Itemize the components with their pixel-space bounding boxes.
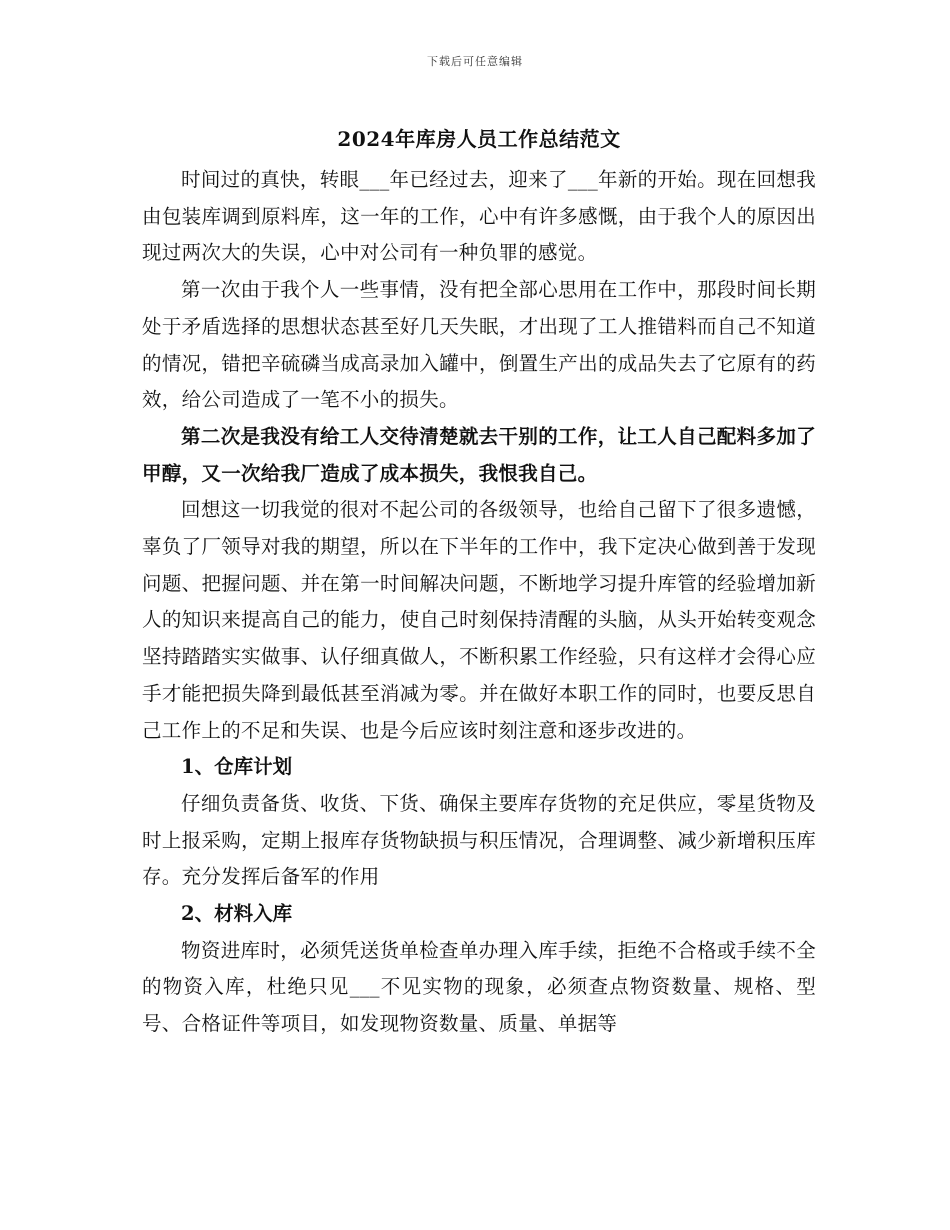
paragraph-first-mistake: 第一次由于我个人一些事情，没有把全部心思用在工作中，那段时间长期处于矛盾选择的思想状态甚至好几天失眠，才出现了工人推错料而自己不知道的情况，错把辛硫磷当成高录加入罐中，倒置生产出的成品失去了它原有的药效，给公司造成了一笔不小的损失。	[142, 278, 816, 412]
section-text-warehouse-plan: 仔细负责备货、收货、下货、确保主要库存货物的充足供应，零星货物及时上报采购，定期上报库存货物缺损与积压情况，合理调整、减少新增积压库存。充分发挥后备军的作用	[142, 791, 816, 889]
paragraph-second-mistake: 第二次是我没有给工人交待清楚就去干别的工作，让工人自己配料多加了甲醇，又一次给我厂造成了成本损失，我恨我自己。	[142, 424, 816, 485]
document-title: 2024年库房人员工作总结范文	[337, 127, 621, 151]
section-heading-material-storage: 2、材料入库	[181, 902, 293, 926]
paragraph-intro: 时间过的真快，转眼___年已经过去，迎来了___年新的开始。现在回想我由包装库调到原料库，这一年的工作，心中有许多感慨，由于我个人的原因出现过两次大的失误，心中对公司有一种负罪的感觉。	[142, 168, 816, 265]
section-text-material-storage: 物资进库时，必须凭送货单检查单办理入库手续，拒绝不合格或手续不全的物资入库，杜绝只见___不见实物的现象，必须查点物资数量、规格、型号、合格证件等项目，如发现物资数量、质量、单据等	[142, 938, 816, 1036]
document-body	[142, 124, 816, 1043]
page-header: 下载后可任意编辑	[427, 55, 523, 68]
paragraph-reflection: 回想这一切我觉的很对不起公司的各级领导，也给自己留下了很多遗憾，辜负了厂领导对我的期望，所以在下半年的工作中，我下定决心做到善于发现问题、把握问题、并在第一时间解决问题，不断地学习提升库管的经验增加新人的知识来提高自己的能力，使自己时刻保持清醒的头脑，从头开始转变观念坚持踏踏实实做事、认仔细真做人，不断积累工作经验，只有这样才会得心应手才能把损失降到最低甚至消减为零。并在做好本职工作的同时，也要反思自己工作上的不足和失误、也是今后应该时刻注意和逐步改进的。	[142, 498, 816, 742]
section-heading-warehouse-plan: 1、仓库计划	[181, 755, 293, 779]
